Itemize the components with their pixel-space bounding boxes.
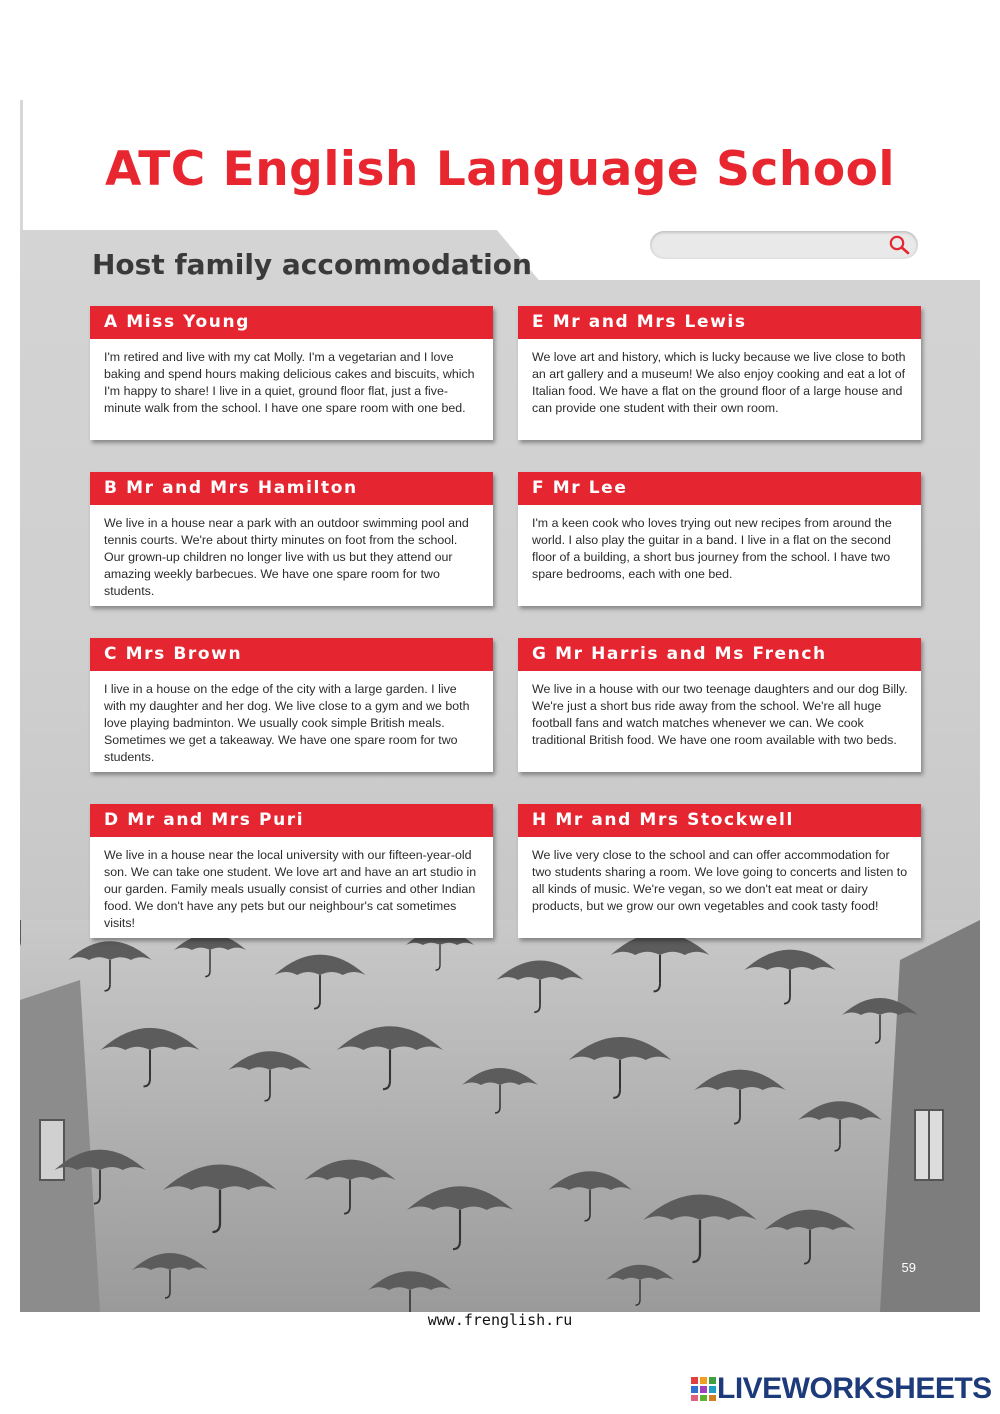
umbrellas-photo — [20, 920, 980, 1312]
liveworksheets-label: LIVEWORKSHEETS — [717, 1372, 992, 1405]
card-heading: F Mr Lee — [518, 472, 921, 505]
search-input[interactable] — [650, 231, 918, 259]
card-a — [90, 306, 493, 440]
card-c — [90, 638, 493, 772]
footer-url[interactable]: www.frenglish.ru — [427, 1311, 573, 1329]
card-heading: E Mr and Mrs Lewis — [518, 306, 921, 339]
card-heading: D Mr and Mrs Puri — [90, 804, 493, 837]
card-d — [90, 804, 493, 938]
card-text: I'm a keen cook who loves trying out new recipes from around the world. I also play the guitar in a band. I live in a flat on the second floor of a building, a short bus journey from the school. I have two spare bedrooms, each with one bed. — [532, 516, 892, 581]
card-h — [518, 804, 921, 938]
liveworksheets-brand[interactable] — [691, 1374, 992, 1404]
page-title: ATC English Language School — [104, 142, 896, 197]
card-text: I'm retired and live with my cat Molly. I'm a vegetarian and I love baking and spend hours making delicious cakes and biscuits, which I'm happy to share! I live in a quiet, ground floor flat, just a five-minute walk from the school. I have one spare room with one bed. — [104, 350, 475, 415]
card-heading: B Mr and Mrs Hamilton — [90, 472, 493, 505]
card-text: I live in a house on the edge of the city with a large garden. I live with my daughter and her dog. We live close to a gym and we both love playing badminton. We usually cook simple British meals. Sometimes we get a takeaway. We have one spare room for two students. — [104, 682, 470, 764]
card-b — [90, 472, 493, 606]
search-icon[interactable] — [888, 234, 912, 256]
card-heading: C Mrs Brown — [90, 638, 493, 671]
card-text: We live in a house near the local university with our fifteen-year-old son. We can take one student. We love art and have an art studio in our garden. Family meals usually consist of curries and other Indian food. We don't have any pets but our neighbour's cat sometimes visits! — [104, 848, 477, 930]
section-title: Host family accommodation — [92, 248, 532, 281]
page-number: 59 — [901, 1260, 916, 1275]
liveworksheets-logo-icon — [691, 1377, 717, 1401]
card-heading: A Miss Young — [90, 306, 493, 339]
card-heading: H Mr and Mrs Stockwell — [518, 804, 921, 837]
card-text: We live in a house near a park with an outdoor swimming pool and tennis courts. We're about thirty minutes on foot from the school. Our grown-up children no longer live with us but they attend our amazing weekly barbecues. We have one spare room for two students. — [104, 516, 469, 598]
worksheet-page — [20, 100, 980, 1312]
card-text: We live in a house with our two teenage daughters and our dog Billy. We're just a short bus ride away from the school. We're all huge football fans and watch matches whenever we can. We cook traditional British food. We have one room available with two beds. — [532, 682, 908, 747]
card-heading: G Mr Harris and Ms French — [518, 638, 921, 671]
card-e — [518, 306, 921, 440]
card-text: We live very close to the school and can offer accommodation for two students sharing a room. We love going to concerts and listen to all kinds of music. We're vegan, so we don't eat meat or dairy products, but we grow our own vegetables and cook tasty food! — [532, 848, 908, 913]
card-text: We love art and history, which is lucky because we live close to both an art gallery and a museum! We also enjoy cooking and eat a lot of Italian food. We have a flat on the ground floor of a large house and can provide one student with their own room. — [532, 350, 906, 415]
card-f — [518, 472, 921, 606]
card-g — [518, 638, 921, 772]
